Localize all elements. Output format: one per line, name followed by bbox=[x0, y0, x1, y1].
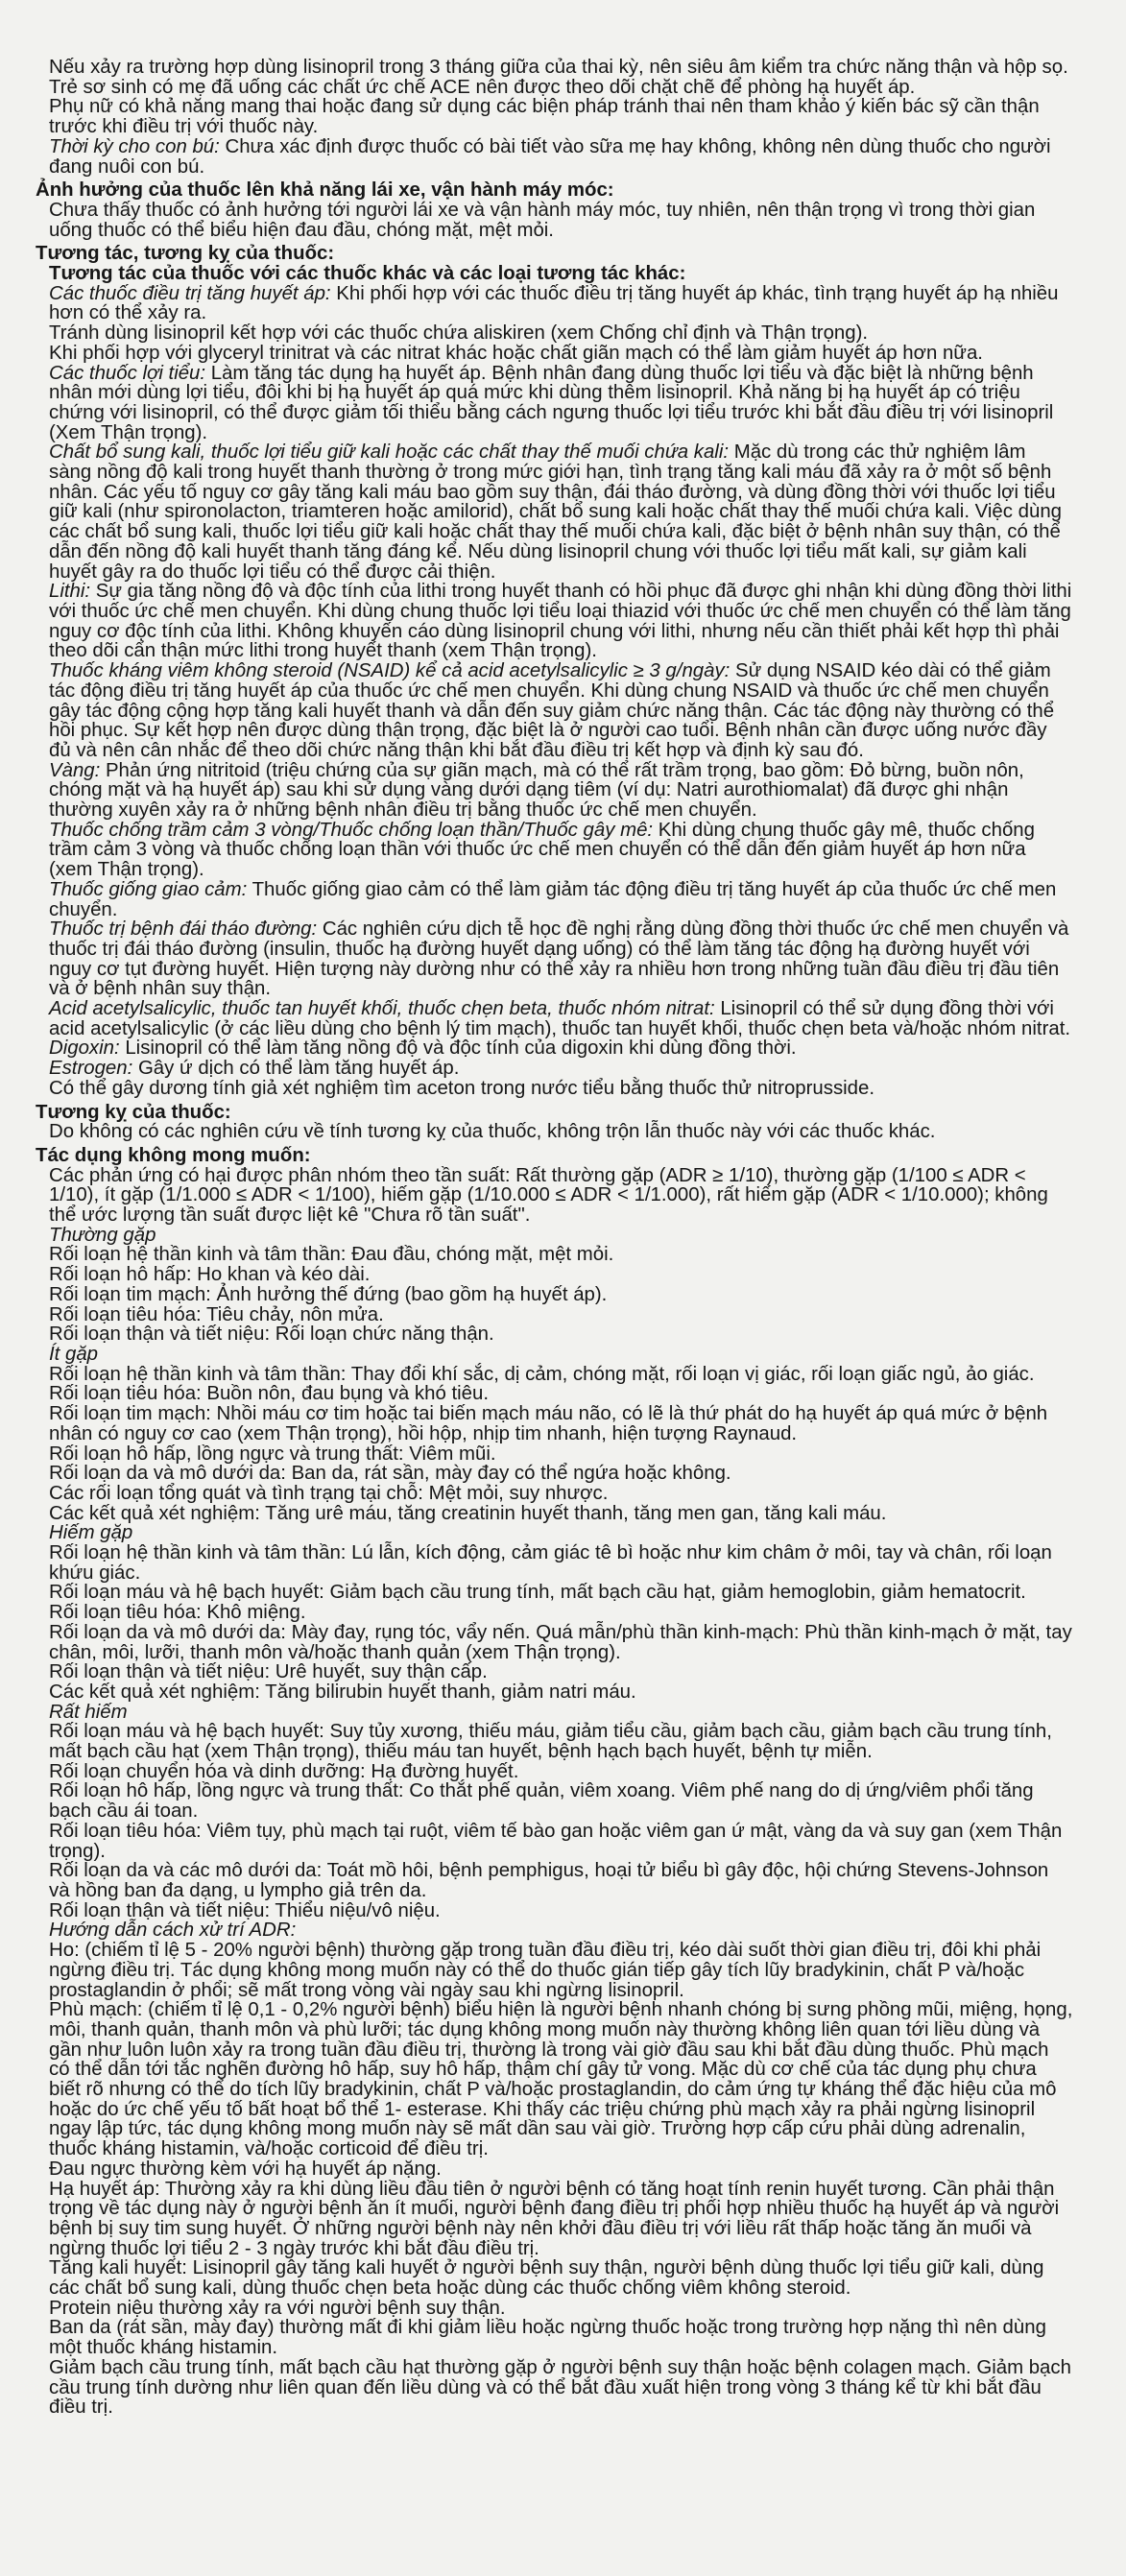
adverse-item: Rối loạn hô hấp, lồng ngực và trung thất: Co thắt phế quản, viêm xoang. Viêm phế nang do dị ứng/viêm phổi tăng bạch cầu ái toan. bbox=[49, 1780, 1034, 1823]
interaction-item bbox=[49, 999, 1073, 1038]
interaction-label: Thuốc giống giao cảm: bbox=[49, 878, 248, 900]
interaction-list bbox=[36, 284, 1073, 1099]
breastfeeding-paragraph bbox=[49, 137, 1073, 177]
interaction-item bbox=[49, 284, 1073, 323]
interaction-text: Khi phối hợp với các thuốc điều trị tăng huyết áp khác, tình trạng huyết áp hạ nhiều hơn có thể xảy ra. bbox=[49, 282, 1059, 324]
adverse-item: Rối loạn chuyển hóa và dinh dưỡng: Hạ đường huyết. bbox=[49, 1760, 519, 1782]
interaction-item bbox=[49, 323, 1073, 344]
adverse-item: Rối loạn thận và tiết niệu: Urê huyết, suy thận cấp. bbox=[49, 1661, 488, 1683]
interaction-text: Làm tăng tác dụng hạ huyết áp. Bệnh nhân đang dùng thuốc lợi tiểu và đặc biệt là những bệnh nhân mới dùng lợi tiểu, đôi khi bị hạ huyết áp quá mức khi dùng thêm lisinopril. Khả năng bị hạ huyết áp có triệu chứng với lisinopril, có thể được giảm tối thiểu bằng cách ngưng thuốc lợi tiểu trước khi bắt đầu điều trị với lisinopril (Xem Thận trọng). bbox=[49, 362, 1054, 443]
frequency-group-title: Thường gặp bbox=[49, 1224, 156, 1246]
interaction-label: Estrogen: bbox=[49, 1058, 133, 1080]
adverse-item: Các kết quả xét nghiệm: Tăng bilirubin huyết thanh, giảm natri máu. bbox=[49, 1681, 636, 1703]
interaction-label: Thuốc kháng viêm không steroid (NSAID) kể cả acid acetylsalicylic ≥ 3 g/ngày: bbox=[49, 660, 731, 682]
adverse-item: Rối loạn da và các mô dưới da: Toát mồ hôi, bệnh pemphigus, hoại tử biểu bì gây độc, hội chứng Stevens-Johnson và hồng ban đa dạng, u lympho giả trên da. bbox=[49, 1860, 1049, 1901]
interaction-item bbox=[49, 364, 1073, 443]
interaction-label: Thuốc trị bệnh đái tháo đường: bbox=[49, 918, 318, 941]
adr-guide-item: Phù mạch: (chiếm tỉ lệ 0,1 - 0,2% người bệnh) biểu hiện là người bệnh nhanh chóng bị sưng phồng mũi, miệng, họng, môi, thanh quản, thanh môn và phù lưỡi; tác dụng không mong muốn này thường không liên quan tới liều dùng và gần như luôn luôn xảy ra trong tuần đầu điều trị, thường là trong vài giờ đầu sau khi bắt đầu dùng thuốc. Phù mạch có thể dẫn tới tắc nghẽn đường hô hấp, suy hô hấp, thậm chí gây tử vong. Mặc dù cơ chế của tác dụng phụ chưa biết rõ nhưng có thể do tích lũy bradykinin, chất P và/hoặc prostaglandin, do cảm ứng tự kháng thể đặc hiệu của mô hoặc do ức chế yếu tố bất hoạt bổ thể 1- esterase. Khi thấy các triệu chứng phù mạch xảy ra phải ngừng lisinopril ngay lập tức, tác dụng không mong muốn này sẽ mất dần sau vài giờ. Trường hợp cấp cứu phải dùng adrenalin, thuốc kháng histamin, và/hoặc corticoid để điều trị. bbox=[49, 1999, 1073, 2160]
adverse-item: Rối loạn máu và hệ bạch huyết: Suy tủy xương, thiếu máu, giảm tiểu cầu, giảm bạch cầu, giảm bạch cầu trung tính, mất bạch cầu hạt (xem Thận trọng), thiếu máu tan huyết, bệnh hạch bạch huyết, bệnh tự miễn. bbox=[49, 1721, 1052, 1763]
adverse-item: Các rối loạn tổng quát và tình trạng tại chỗ: Mệt mỏi, suy nhược. bbox=[49, 1482, 609, 1504]
adr-guide-item: Ban da (rát sần, mày đay) thường mất đi khi giảm liều hoặc ngừng thuốc hoặc trong trường hợp nặng thì nên dùng một thuốc kháng histamin. bbox=[49, 2317, 1046, 2359]
adverse-item: Rối loạn hệ thần kinh và tâm thần: Đau đầu, chóng mặt, mệt mỏi. bbox=[49, 1244, 614, 1266]
pregnancy-paragraph: Nếu xảy ra trường hợp dùng lisinopril trong 3 tháng giữa của thai kỳ, nên siêu âm kiểm tra chức năng thận và hộp sọ. Trẻ sơ sinh có mẹ đã uống các chất ức chế ACE nên được theo dõi chặt chẽ để phòng hạ huyết áp. bbox=[49, 57, 1068, 98]
adverse-item: Rối loạn da và mô dưới da: Ban da, rát sần, mày đay có thể ngứa hoặc không. bbox=[49, 1463, 731, 1485]
interaction-label: Thuốc chống trầm cảm 3 vòng/Thuốc chống loạn thần/Thuốc gây mê: bbox=[49, 819, 654, 841]
driving-heading: Ảnh hưởng của thuốc lên khả năng lái xe, vận hành máy móc: bbox=[36, 179, 614, 202]
adverse-item: Rối loạn da và mô dưới da: Mày đay, rụng tóc, vẩy nến. Quá mẫn/phù thần kinh-mạch: Phù thần kinh-mạch ở mặt, tay chân, môi, lưỡi, thanh môn và/hoặc thanh quản (xem Thận trọng). bbox=[49, 1621, 1072, 1663]
interaction-label: Lithi: bbox=[49, 581, 91, 603]
interaction-text: Tránh dùng lisinopril kết hợp với các thuốc chứa aliskiren (xem Chống chỉ định và Thận trọng). bbox=[49, 322, 869, 345]
adverse-item: Rối loạn tim mạch: Ảnh hưởng thế đứng (bao gồm hạ huyết áp). bbox=[49, 1283, 608, 1305]
adverse-item: Rối loạn thận và tiết niệu: Rối loạn chức năng thận. bbox=[49, 1324, 494, 1346]
interaction-item bbox=[49, 582, 1073, 661]
adverse-item: Rối loạn hô hấp, lồng ngực và trung thất: Viêm mũi. bbox=[49, 1443, 496, 1465]
interaction-label: Digoxin: bbox=[49, 1038, 120, 1060]
adverse-item: Rối loạn hệ thần kinh và tâm thần: Lú lẫn, kích động, cảm giác tê bì hoặc như kim châm ở môi, tay và chân, rối loạn khứu giác. bbox=[49, 1542, 1052, 1584]
interaction-text: Lisinopril có thể sử dụng đồng thời với acid acetylsalicylic (ở các liều dùng cho bệnh lý tim mạch), thuốc tan huyết khối, thuốc chẹn beta và/hoặc nhóm nitrat. bbox=[49, 998, 1071, 1039]
incompatibility-heading: Tương kỵ của thuốc: bbox=[36, 1101, 231, 1123]
interaction-text: Lisinopril có thể làm tăng nồng độ và độc tính của digoxin khi dùng đồng thời. bbox=[119, 1038, 797, 1060]
interaction-item bbox=[49, 919, 1073, 999]
adverse-heading: Tác dụng không mong muốn: bbox=[36, 1144, 311, 1166]
interaction-text: Sự gia tăng nồng độ và độc tính của lithi trong huyết thanh có hồi phục đã được ghi nhận khi dùng đồng thời lithi với thuốc ức chế men chuyển. Khi dùng chung thuốc lợi tiểu loại thiazid với thuốc ức chế men chuyển có thể làm tăng nguy cơ độc tính của lithi. Không khuyến cáo dùng lisinopril chung với lithi, nhưng nếu cần thiết phải kết hợp thì phải theo dõi cẩn thận mức lithi trong huyết thanh (xem Thận trọng). bbox=[49, 581, 1072, 662]
interaction-label: Các thuốc lợi tiểu: bbox=[49, 362, 206, 384]
adverse-groups bbox=[36, 1226, 1073, 1921]
interaction-text: Gây ứ dịch có thể làm tăng huyết áp. bbox=[132, 1058, 460, 1080]
breastfeeding-label: Thời kỳ cho con bú: bbox=[49, 135, 220, 157]
adverse-item: Rối loạn hệ thần kinh và tâm thần: Thay đổi khí sắc, dị cảm, chóng mặt, rối loạn vị giác, rối loạn giấc ngủ, ảo giác. bbox=[49, 1363, 1035, 1385]
interaction-item bbox=[49, 880, 1073, 919]
interaction-label: Vàng: bbox=[49, 759, 101, 781]
interaction-text: Khi dùng chung thuốc gây mê, thuốc chống trầm cảm 3 vòng và thuốc chống loạn thần với thuốc ức chế men chuyển có thể dẫn đến giảm huyết áp hơn nữa (xem Thận trọng). bbox=[49, 819, 1035, 881]
adverse-item: Rối loạn tiêu hóa: Tiêu chảy, nôn mửa. bbox=[49, 1303, 384, 1325]
adverse-intro: Các phản ứng có hại được phân nhóm theo tần suất: Rất thường gặp (ADR ≥ 1/10), thường gặp (1/100 ≤ ADR < 1/10), ít gặp (1/1.000 ≤ ADR < 1/100), hiếm gặp (1/10.000 ≤ ADR < 1/1.000), rất hiếm gặp (ADR < 1/10.000); không thể ước lượng tần suất được liệt kê "Chưa rõ tần suất". bbox=[49, 1164, 1048, 1227]
driving-text: Chưa thấy thuốc có ảnh hưởng tới người lái xe và vận hành máy móc, tuy nhiên, nên thận trọng vì trong thời gian uống thuốc có thể biểu hiện đau đầu, chóng mặt, mệt mỏi. bbox=[49, 199, 1036, 241]
interaction-item bbox=[49, 821, 1073, 880]
interaction-label: Các thuốc điều trị tăng huyết áp: bbox=[49, 282, 331, 304]
frequency-group-title: Ít gặp bbox=[49, 1344, 99, 1365]
adverse-item: Rối loạn máu và hệ bạch huyết: Giảm bạch cầu trung tính, mất bạch cầu hạt, giảm hemoglobin, giảm hematocrit. bbox=[49, 1582, 1026, 1604]
interaction-text: Phản ứng nitritoid (triệu chứng của sự giãn mạch, mà có thể rất trầm trọng, bao gồm: Đỏ bừng, buồn nôn, chóng mặt và hạ huyết áp) sau khi sử dụng vàng dưới dạng tiêm (ví dụ: Natri aurothiomalat) đã được ghi nhận thường xuyên xảy ra ở những bệnh nhân điều trị bằng thuốc ức chế men chuyển. bbox=[49, 759, 1024, 822]
incompatibility-text: Do không có các nghiên cứu về tính tương kỵ của thuốc, không trộn lẫn thuốc này với các thuốc khác. bbox=[49, 1121, 936, 1143]
contraception-paragraph: Phụ nữ có khả năng mang thai hoặc đang sử dụng các biện pháp tránh thai nên tham khảo ý kiến bác sỹ cần thận trước khi điều trị với thuốc này. bbox=[49, 96, 1040, 138]
adverse-item: Rối loạn tiêu hóa: Viêm tụy, phù mạch tại ruột, viêm tế bào gan hoặc viêm gan ứ mật, vàng da và suy gan (xem Thận trọng). bbox=[49, 1820, 1063, 1862]
frequency-group-title: Hiếm gặp bbox=[49, 1522, 133, 1544]
interaction-item bbox=[49, 1079, 1073, 1099]
interaction-item bbox=[49, 661, 1073, 761]
interaction-item bbox=[49, 761, 1073, 821]
adverse-item: Rối loạn thận và tiết niệu: Thiểu niệu/vô niệu. bbox=[49, 1899, 441, 1921]
interaction-label: Acid acetylsalicylic, thuốc tan huyết khối, thuốc chẹn beta, thuốc nhóm nitrat: bbox=[49, 998, 715, 1020]
interaction-label: Chất bổ sung kali, thuốc lợi tiểu giữ kali hoặc các chất thay thế muối chứa kali: bbox=[49, 441, 730, 464]
interaction-text: Có thể gây dương tính giả xét nghiệm tìm aceton trong nước tiểu bằng thuốc thử nitroprusside. bbox=[49, 1077, 875, 1099]
interaction-text: Mặc dù trong các thử nghiệm lâm sàng nồng độ kali trong huyết thanh thường ở trong mức giới hạn, tình trạng tăng kali máu đã xảy ra ở một số bệnh nhân. Các yếu tố nguy cơ gây tăng kali máu bao gồm suy thận, đái tháo đường, và dùng đồng thời với thuốc lợi tiểu giữ kali (như spironolacton, triamteren hoặc amilorid), chất bổ sung kali hoặc chất thay thế muối chứa kali. Việc dùng các chất bổ sung kali, thuốc lợi tiểu giữ kali hoặc chất thay thế muối chứa kali, đặc biệt ở bệnh nhân suy thận, có thể dẫn đến nồng độ kali huyết thanh tăng đáng kể. Nếu dùng lisinopril chung với thuốc lợi tiểu mất kali, sự giảm kali huyết gây ra do thuốc lợi tiểu có thể được cải thiện. bbox=[49, 441, 1062, 583]
interaction-text: Sử dụng NSAID kéo dài có thể giảm tác động điều trị tăng huyết áp của thuốc ức chế men chuyển. Khi dùng chung NSAID và thuốc ức chế men chuyển gây tác động cộng hợp tăng kali huyết thanh và dẫn đến suy giảm chức năng thận. Các tác động này thường có thể hồi phục. Sự kết hợp nên được dùng thận trọng, đặc biệt là ở người cao tuổi. Bệnh nhân cần được uống nước đầy đủ và nên cân nhắc để theo dõi chức năng thận khi bắt đầu điều trị kết hợp và định kỳ sau đó. bbox=[49, 660, 1055, 761]
interaction-item bbox=[49, 1059, 1073, 1079]
adr-guide-section bbox=[36, 1920, 1073, 2418]
interaction-text: Các nghiên cứu dịch tễ học đề nghị rằng dùng đồng thời thuốc ức chế men chuyển và thuốc trị đái tháo đường (insulin, thuốc hạ đường huyết dạng uống) có thể làm tăng tác động hạ đường huyết với nguy cơ tụt đường huyết. Hiện tượng này dường như có thể xảy ra nhiều hơn trong những tuần đầu điều trị đầu tiên và ở bệnh nhân suy thận. bbox=[49, 918, 1069, 1000]
adr-guide-item: Tăng kali huyết: Lisinopril gây tăng kali huyết ở người bệnh suy thận, người bệnh dùng thuốc lợi tiểu giữ kali, dùng các chất bổ sung kali, dùng thuốc chẹn beta hoặc dùng các thuốc chống viêm không steroid. bbox=[49, 2257, 1044, 2300]
adverse-item: Rối loạn tiêu hóa: Khô miệng. bbox=[49, 1602, 306, 1624]
adr-guide-item: Protein niệu thường xảy ra với người bệnh suy thận. bbox=[49, 2297, 506, 2319]
adverse-item: Rối loạn tim mạch: Nhồi máu cơ tim hoặc tai biến mạch máu não, có lẽ là thứ phát do hạ huyết áp quá mức ở bệnh nhân có nguy cơ cao (xem Thận trọng), hồi hộp, nhịp tim nhanh, hiện tượng Raynaud. bbox=[49, 1403, 1048, 1444]
frequency-group-title: Rất hiếm bbox=[49, 1701, 128, 1723]
interaction-item bbox=[49, 344, 1073, 364]
interaction-item bbox=[49, 442, 1073, 582]
interactions-heading: Tương tác, tương kỵ của thuốc: bbox=[36, 243, 335, 265]
interaction-text: Khi phối hợp với glyceryl trinitrat và các nitrat khác hoặc chất giãn mạch có thể làm giảm huyết áp hơn nữa. bbox=[49, 342, 983, 364]
pregnancy-section bbox=[36, 58, 1073, 177]
adr-guide-item: Ho: (chiếm tỉ lệ 5 - 20% người bệnh) thường gặp trong tuần đầu điều trị, kéo dài suốt thời gian điều trị, đôi khi phải ngừng điều trị. Tác dụng không mong muốn này có thể do thuốc gián tiếp gây tích lũy bradykinin, chất P và/hoặc prostaglandin ở phổi; sẽ mất trong vòng vài ngày sau khi ngừng lisinopril. bbox=[49, 1940, 1042, 2001]
adr-guide-title: Hướng dẫn cách xử trí ADR: bbox=[49, 1920, 297, 1942]
adr-guide-item: Giảm bạch cầu trung tính, mất bạch cầu hạt thường gặp ở người bệnh suy thận hoặc bệnh colagen mạch. Giảm bạch cầu trung tính dường như liên quan đến liều dùng và có thể bắt đầu xuất hiện trong vòng 3 tháng kể từ khi bắt đầu điều trị. bbox=[49, 2356, 1071, 2419]
adverse-item: Các kết quả xét nghiệm: Tăng urê máu, tăng creatinin huyết thanh, tăng men gan, tăng kali máu. bbox=[49, 1502, 887, 1524]
interaction-text: Thuốc giống giao cảm có thể làm giảm tác động điều trị tăng huyết áp của thuốc ức chế men chuyển. bbox=[49, 878, 1057, 920]
adverse-item: Rối loạn hô hấp: Ho khan và kéo dài. bbox=[49, 1264, 371, 1286]
adr-guide-item: Hạ huyết áp: Thường xảy ra khi dùng liều đầu tiên ở người bệnh có tăng hoạt tính renin huyết tương. Cần phải thận trọng về tác dụng này ở người bệnh ăn ít muối, người bệnh đang điều trị phối hợp nhiều thuốc hạ huyết áp và người bệnh bị suy tim sung huyết. Ở những người bệnh này nên khởi đầu điều trị với liều rất thấp hoặc tăng ăn muối và ngừng thuốc lợi tiểu 2 - 3 ngày trước khi bắt đầu điều trị. bbox=[49, 2178, 1060, 2259]
adverse-item: Rối loạn tiêu hóa: Buồn nôn, đau bụng và khó tiêu. bbox=[49, 1383, 490, 1405]
interactions-subheading: Tương tác của thuốc với các thuốc khác và các loại tương tác khác: bbox=[49, 263, 686, 285]
adr-guide-item: Đau ngực thường kèm với hạ huyết áp nặng. bbox=[49, 2158, 442, 2180]
adr-guide-list bbox=[49, 1941, 1073, 2418]
breastfeeding-text: Chưa xác định được thuốc có bài tiết vào sữa mẹ hay không, không nên dùng thuốc cho người đang nuôi con bú. bbox=[49, 135, 1051, 178]
interaction-item bbox=[49, 1038, 1073, 1059]
